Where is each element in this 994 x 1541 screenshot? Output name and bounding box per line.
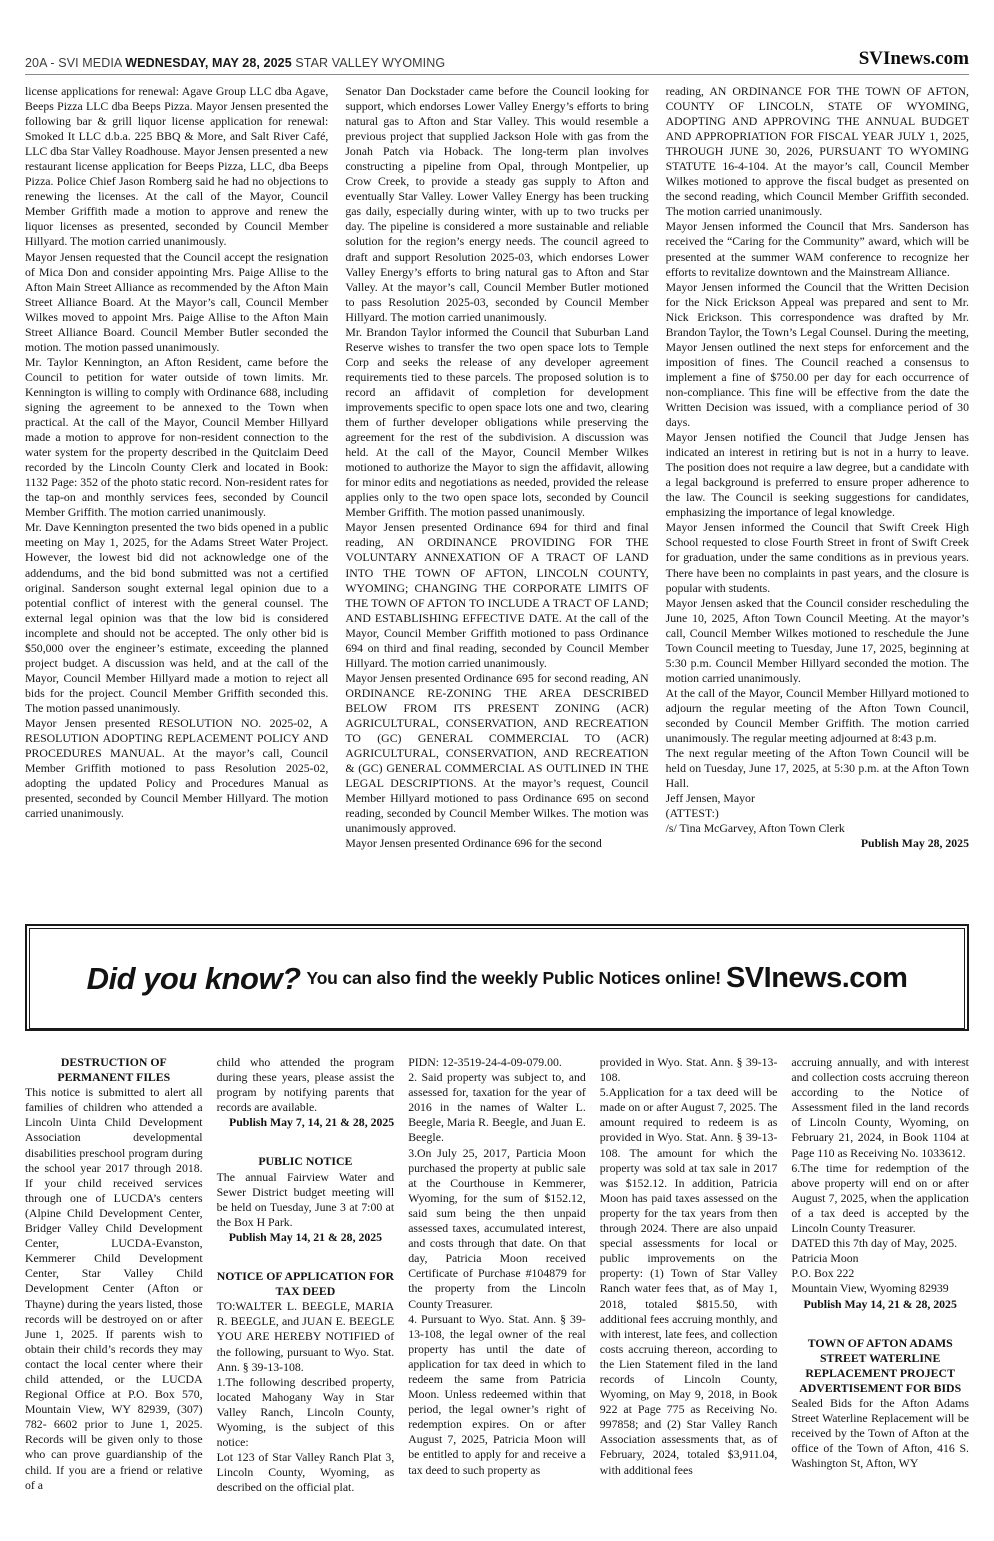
minutes-paragraph: reading, AN ORDINANCE FOR THE TOWN OF AFTON, COUNTY OF LINCOLN, STATE OF WYOMING, ADOPTING AND APPROVING THE ANNUAL BUDGET AND APPROPRIATION FOR FISCAL YEAR JULY 1, 2025, THROUGH JUNE 30, 2026, PURSUANT TO WYOMING STATUTE 16-4-104. At the mayor’s call, Council Member Wilkes motioned to approve the fiscal budget as presented on the second reading, which Council Member Griffith seconded. The motion carried unanimously.: [665, 84, 969, 219]
council-minutes: [25, 84, 969, 912]
notice-paragraph: 5.Application for a tax deed will be made on or after August 7, 2025. The amount required to redeem is as provided in Wyo. Stat. Ann. § 39-13-108. The amount for which the property was sold at tax sale in 2017 was $152.12. In addition, Patricia Moon has paid taxes assessed on the property for the tax years from then through 2024. There are also unpaid special assessments for local or public improvements on the property: (1) Town of Star Valley Ranch water fees that, as of May 1, 2018, totaled $815.50, with additional fees accruing monthly, and with interest, late fees, and collection costs accruing thereon, according to the Lien Statement filed in the land records of Lincoln County, Wyoming, on May 9, 2018, in Book 922 at Page 775 as Receiving No. 997858; and (2) Star Valley Ranch Association assessments that, as of February, 2024, totaled $3,911.04, with additional fees: [599, 1085, 778, 1477]
publish-line: Publish May 7, 14, 21 & 28, 2025: [229, 1115, 395, 1130]
minutes-paragraph: license applications for renewal: Agave Group LLC dba Agave, Beeps Pizza LLC dba Beeps Pizza. Mayor Jensen presented the following bar & grill liquor license application for renewal: Smoked It LLC d.b.a. 225 BBQ & More, and Salt River Café, LLC dba Star Valley Roadhouse. Mayor Jensen presented a new restaurant license application for Beeps Pizza, LLC, dba Beeps Pizza. Police Chief Jason Romberg said he had no objections to renewing the licenses. At the call of the Mayor, Council Member Griffith made a motion to approve and renew the liquor licenses as presented, seconded by Council Member Hillyard. The motion carried unanimously.: [25, 84, 329, 249]
public-notices: [25, 1055, 969, 1541]
banner-content: [29, 928, 965, 1029]
did-you-know-banner: [25, 924, 969, 1031]
notice-paragraph: Mountain View, Wyoming 82939: [791, 1281, 949, 1296]
notice-paragraph: PIDN: 12-3519-24-4-09-079.00.: [408, 1055, 562, 1069]
notice-paragraph: Sealed Bids for the Afton Adams Street Waterline Replacement will be received by the Town of Afton at the office of the Town of Afton, 416 S. Washington St, Afton, WY: [791, 1395, 969, 1471]
notice-paragraph: DATED this 7th day of May, 2025.: [791, 1236, 958, 1251]
minutes-paragraph: Mayor Jensen presented RESOLUTION NO. 2025-02, A RESOLUTION ADOPTING REPLACEMENT POLICY AND PROCEDURES MANUAL. At the mayor’s call, Council Member Griffith motioned to pass Resolution 2025-02, adopting the updated Policy and Procedures Manual as presented, seconded by Council Member Hillyard. The motion carried unanimously.: [25, 715, 329, 821]
notice-paragraph: provided in Wyo. Stat. Ann. § 39-13-108.: [599, 1055, 778, 1085]
banner-lead: Did you know?: [86, 960, 301, 996]
minutes-paragraph: Mayor Jensen presented Ordinance 694 for third and final reading, AN ORDINANCE PROVIDING FOR THE VOLUNTARY ANNEXATION OF A TRACT OF LAND INTO THE TOWN OF AFTON, LINCOLN COUNTY, WYOMING; CHANGING THE CORPORATE LIMITS OF THE TOWN OF AFTON TO INCLUDE A TRACT OF LAND; AND ESTABLISHING EFFECTIVE DATE. At the call of the Mayor, Council Member Griffith motioned to pass Ordinance 694 on third and final reading, seconded by Council Member Hillyard. The motion carried unanimously.: [345, 520, 649, 670]
minutes-paragraph: Mayor Jensen informed the Council that Mrs. Sanderson has received the “Caring for the Community” award, which will be presented at the summer WAM conference to recognize her efforts to revitalize downtown and the Mainstream Alliance.: [665, 219, 969, 279]
notice-paragraph: Patricia Moon: [791, 1251, 859, 1266]
publish-line: Publish May 28, 2025: [860, 836, 969, 851]
notice-paragraph: 6.The time for redemption of the above property will end on or after August 7, 2025, when the application of a tax deed is accepted by the Lincoln County Treasurer.: [791, 1160, 969, 1236]
minutes-paragraph: Mayor Jensen notified the Council that Judge Jensen has indicated an interest in retiring but is not in a hurry to leave. The position does not require a law degree, but a candidate with a legal background is preferred to ensure proper adherence to the law. The Council is seeking suggestions for candidates, emphasizing the importance of legal knowledge.: [665, 430, 969, 520]
notice-paragraph: Lot 123 of Star Valley Ranch Plat 3, Lincoln County, Wyoming, as described on the official plat.: [216, 1450, 395, 1495]
minutes-column-1: [25, 84, 328, 912]
attest-line: (ATTEST:): [665, 806, 719, 821]
notices-column-4: [600, 1055, 778, 1541]
banner-message: You can also find the weekly Public Notices online!: [306, 968, 721, 988]
minutes-paragraph: Mayor Jensen informed the Council that Swift Creek High School requested to close Fourth Street in front of Swift Creek for graduation, under the same conditions as in previous years. There have been no complaints in past years, and the closure is popular with students.: [665, 520, 969, 595]
minutes-paragraph: Senator Dan Dockstader came before the Council looking for support, which endorses Lower Valley Energy’s efforts to bring natural gas to Afton and Star Valley. This would resemble a previous project that supplied Jackson Hole with gas from the Jonah Patch via Hoback. The long-term plan involves constructing a pipeline from Opal, through Montpelier, up Crow Creek, to provide a steady gas supply to Afton and eventually Star Valley. Lower Valley Energy has been trucking gas daily, especially during winter, with up to two trucks per day. The pipeline is considered a more sustainable and reliable solution for the region’s energy needs. The council agreed to draft and support Resolution 2025-03, which endorses Lower Valley Energy’s efforts to bring natural gas to Afton and Star Valley. At the mayor’s call, Council Member Butler motioned to pass Resolution 2025-03, seconded by Council Member Hillyard. The motion carried unanimously.: [345, 84, 649, 324]
notice-heading: NOTICE OF APPLICATION FOR TAX DEED: [216, 1269, 395, 1299]
masthead-location: STAR VALLEY WYOMING: [295, 56, 446, 70]
notice-paragraph: 4. Pursuant to Wyo. Stat. Ann. § 39-13-108, the legal owner of the real property has until the date of application for tax deed in which to redeem the same from Patricia Moon. Unless redeemed within that period, the legal owner’s right of redemption expires. On or after August 7, 2025, Patricia Moon will be entitled to apply for and receive a tax deed to such property as: [408, 1311, 586, 1477]
notice-paragraph: P.O. Box 222: [791, 1266, 855, 1281]
notice-heading: DESTRUCTION OF PERMANENT FILES: [57, 1055, 171, 1085]
notice-paragraph: TO:WALTER L. BEEGLE, MARIA R. BEEGLE, and JUAN E. BEEGLE YOU ARE HEREBY NOTIFIED of the following, pursuant to Wyo. Stat. Ann. § 39-13-108.: [216, 1299, 395, 1374]
minutes-paragraph: At the call of the Mayor, Council Member Hillyard motioned to adjourn the regular meeting of the Afton Town Council, seconded by Council Member Griffith. The motion carried unanimously. The regular meeting adjourned at 8:43 p.m.: [665, 685, 969, 746]
minutes-paragraph: Mr. Dave Kennington presented the two bids opened in a public meeting on May 1, 2025, for the Adams Street Water Project. However, the lowest bid did not acknowledge one of the addendums, and the bid bond submitted was not a certified original. Sanderson sought external legal opinion due to a potential conflict of interest with the general counsel. The external legal opinion was that the low bid is considered incomplete and should not be accepted. The only other bid is $50,000 over the engineer’s estimate, exceeding the planned project budget. A discussion was held, and at the call of the Mayor, Council Member Hillyard made a motion to reject all bids for the project. Council Member Griffith seconded this. The motion passed unanimously.: [25, 520, 329, 715]
minutes-paragraph: The next regular meeting of the Afton Town Council will be held on Tuesday, June 17, 2025, at 5:30 p.m. at the Afton Town Hall.: [665, 746, 969, 791]
minutes-column-2: [345, 84, 648, 912]
masthead: [25, 0, 969, 75]
minutes-paragraph: Mr. Taylor Kennington, an Afton Resident, came before the Council to petition for water outside of town limits. Mr. Kennington is willing to comply with Ordinance 688, including signing the agreement to be annexed to the Town when practical. At the call of the Mayor, Council Member Hillyard made a motion to approve for non-resident connection to the water system for the property described in the Quitclaim Deed recorded by the Lincoln County Clerk and located in Book: 1132 Page: 352 of the photo static record. Non-resident rates for the tap-on and monthly services fees, seconded by Council Member Griffith. The motion carried unanimously.: [25, 354, 329, 520]
banner-website: SVInews.com: [725, 962, 908, 994]
masthead-left: [25, 56, 445, 70]
notice-heading: TOWN OF AFTON ADAMS STREET WATERLINE REPLACEMENT PROJECT ADVERTISEMENT FOR BIDS: [799, 1335, 962, 1395]
mayor-signature: Jeff Jensen, Mayor: [665, 791, 755, 806]
minutes-column-3: [666, 84, 969, 912]
notices-column-2: [217, 1055, 395, 1541]
notices-column-5: [791, 1055, 969, 1541]
notice-paragraph: child who attended the program during these years, please assist the program by notifying parents that records are available.: [216, 1055, 395, 1115]
notice-paragraph: accruing annually, and with interest and collection costs accruing thereon according to the Notice of Assessment filed in the land records of Lincoln County, Wyoming, on February 21, 2024, in Book 1104 at Page 110 as Receiving No. 1033612.: [791, 1055, 969, 1160]
minutes-paragraph: Mayor Jensen informed the Council that the Written Decision for the Nick Erickson Appeal was prepared and sent to Mr. Nick Erickson. This correspondence was drafted by Mr. Brandon Taylor, the Town’s Legal Counsel. During the meeting, Mayor Jensen outlined the next steps for enforcement and the imposition of fines. The Council reached a consensus to implement a fine of $750.00 per day for each occurrence of non-compliance. This fine will be effective from the date the Written Decision was issued, with a compliance period of 30 days.: [665, 279, 969, 430]
clerk-signature: /s/ Tina McGarvey, Afton Town Clerk: [665, 821, 845, 836]
minutes-paragraph: Mayor Jensen asked that the Council consider rescheduling the June 10, 2025, Afton Town Council Meeting. At the mayor’s call, Council Member Wilkes motioned to reschedule the June Town Council meeting to Tuesday, June 17, 2025, beginning at 5:30 p.m. Council Member Hillyard seconded the motion. The motion carried unanimously.: [665, 595, 969, 685]
notice-paragraph: The annual Fairview Water and Sewer District budget meeting will be held on Tuesday, June 3 at 7:00 at the Box H Park.: [216, 1169, 395, 1229]
masthead-website: SVInews.com: [858, 48, 969, 69]
page-label: 20A - SVI MEDIA: [25, 56, 122, 70]
publish-line: Publish May 14, 21 & 28, 2025: [803, 1296, 957, 1311]
notice-heading: PUBLIC NOTICE: [258, 1154, 353, 1169]
notice-paragraph: 2. Said property was subject to, and assessed for, taxation for the year of 2016 in the names of Walter L. Beegle, Maria R. Beegle, and Juan E. Beegle.: [408, 1070, 586, 1145]
masthead-date: WEDNESDAY, MAY 28, 2025: [125, 56, 292, 70]
notices-column-3: [408, 1055, 586, 1541]
minutes-paragraph: Mayor Jensen presented Ordinance 696 for the second: [345, 836, 602, 851]
notices-column-1: [25, 1055, 203, 1541]
notice-paragraph: 1.The following described property, located Mahogany Way in Star Valley Ranch, Lincoln County, Wyoming, is the subject of this notice:: [216, 1374, 395, 1450]
notice-paragraph: 3.On July 25, 2017, Particia Moon purchased the property at public sale at the Courthouse in Kemmerer, Wyoming, for the sum of $152.12, said sum being the then unpaid assessed taxes, accumulated interest, and costs through that date. On that day, Patricia Moon received Certificate of Purchase #104879 for the property from the Lincoln County Treasurer.: [408, 1145, 586, 1311]
notice-paragraph: This notice is submitted to alert all families of children who attended a Lincoln Uinta Child Development Association developmental disabilities preschool program during the school year 2017 through 2018. If your child received services through one of LUCDA’s centers (Alpine Child Development Center, Bridger Valley Child Development Center, LUCDA-Evanston, Kemmerer Child Development Center, Star Valley Child Development Center (Afton or Thayne) during the years listed, those records will be destroyed on or after June 1, 2025. If parents wish to obtain their child’s records they may contact the local center where their child attended, or the LUCDA Regional Office at P.O. Box 570, Mountain View, WY 82939, (307) 782- 6602 prior to June 1, 2025. Records will be given only to those who can prove guardianship of the child. If you are a friend or relative of a: [25, 1085, 203, 1492]
minutes-paragraph: Mr. Brandon Taylor informed the Council that Suburban Land Reserve wishes to transfer the two open space lots to Temple Corp and seeks the release of any developer agreement requirements tied to these parcels. The proposed solution is to record an affidavit of completion for development improvements specific to open space lots one and two, clearing them of further developer obligations while preserving the agreement for the rest of the subdivision. A discussion was held. At the call of the Mayor, Council Member Wilkes motioned to authorize the Mayor to sign the affidavit, allowing for minor edits and negotiations as needed, provided the release applies only to the two open space lots, seconded by Council Member Griffith. The motion passed unanimously.: [345, 324, 649, 520]
minutes-paragraph: Mayor Jensen requested that the Council accept the resignation of Mica Don and consider appointing Mrs. Paige Allise to the Afton Main Street Alliance as recommended by the Afton Main Street Alliance Board. At the Mayor’s call, Council Member Wilkes moved to appoint Mrs. Paige Allise to the Afton Main Street Alliance Board. Council Member Butler seconded the motion. The motion passed unanimously.: [25, 249, 329, 354]
minutes-paragraph: Mayor Jensen presented Ordinance 695 for second reading, AN ORDINANCE RE-ZONING THE AREA DESCRIBED BELOW FROM ITS PRESENT ZONING (ACR) AGRICULTURAL, CONSERVATION, AND RECREATION TO (GC) GENERAL COMMERCIAL TO (ACR) AGRICULTURAL, CONSERVATION, AND RECREATION & (GC) GENERAL COMMERCIAL AS OUTLINED IN THE LEGAL DESCRIPTIONS. At the mayor’s request, Council Member Hillyard motioned to pass Ordinance 695 on second reading, seconded by Council Member Wilkes. The motion was unanimously approved.: [345, 670, 649, 836]
publish-line: Publish May 14, 21 & 28, 2025: [228, 1229, 383, 1244]
